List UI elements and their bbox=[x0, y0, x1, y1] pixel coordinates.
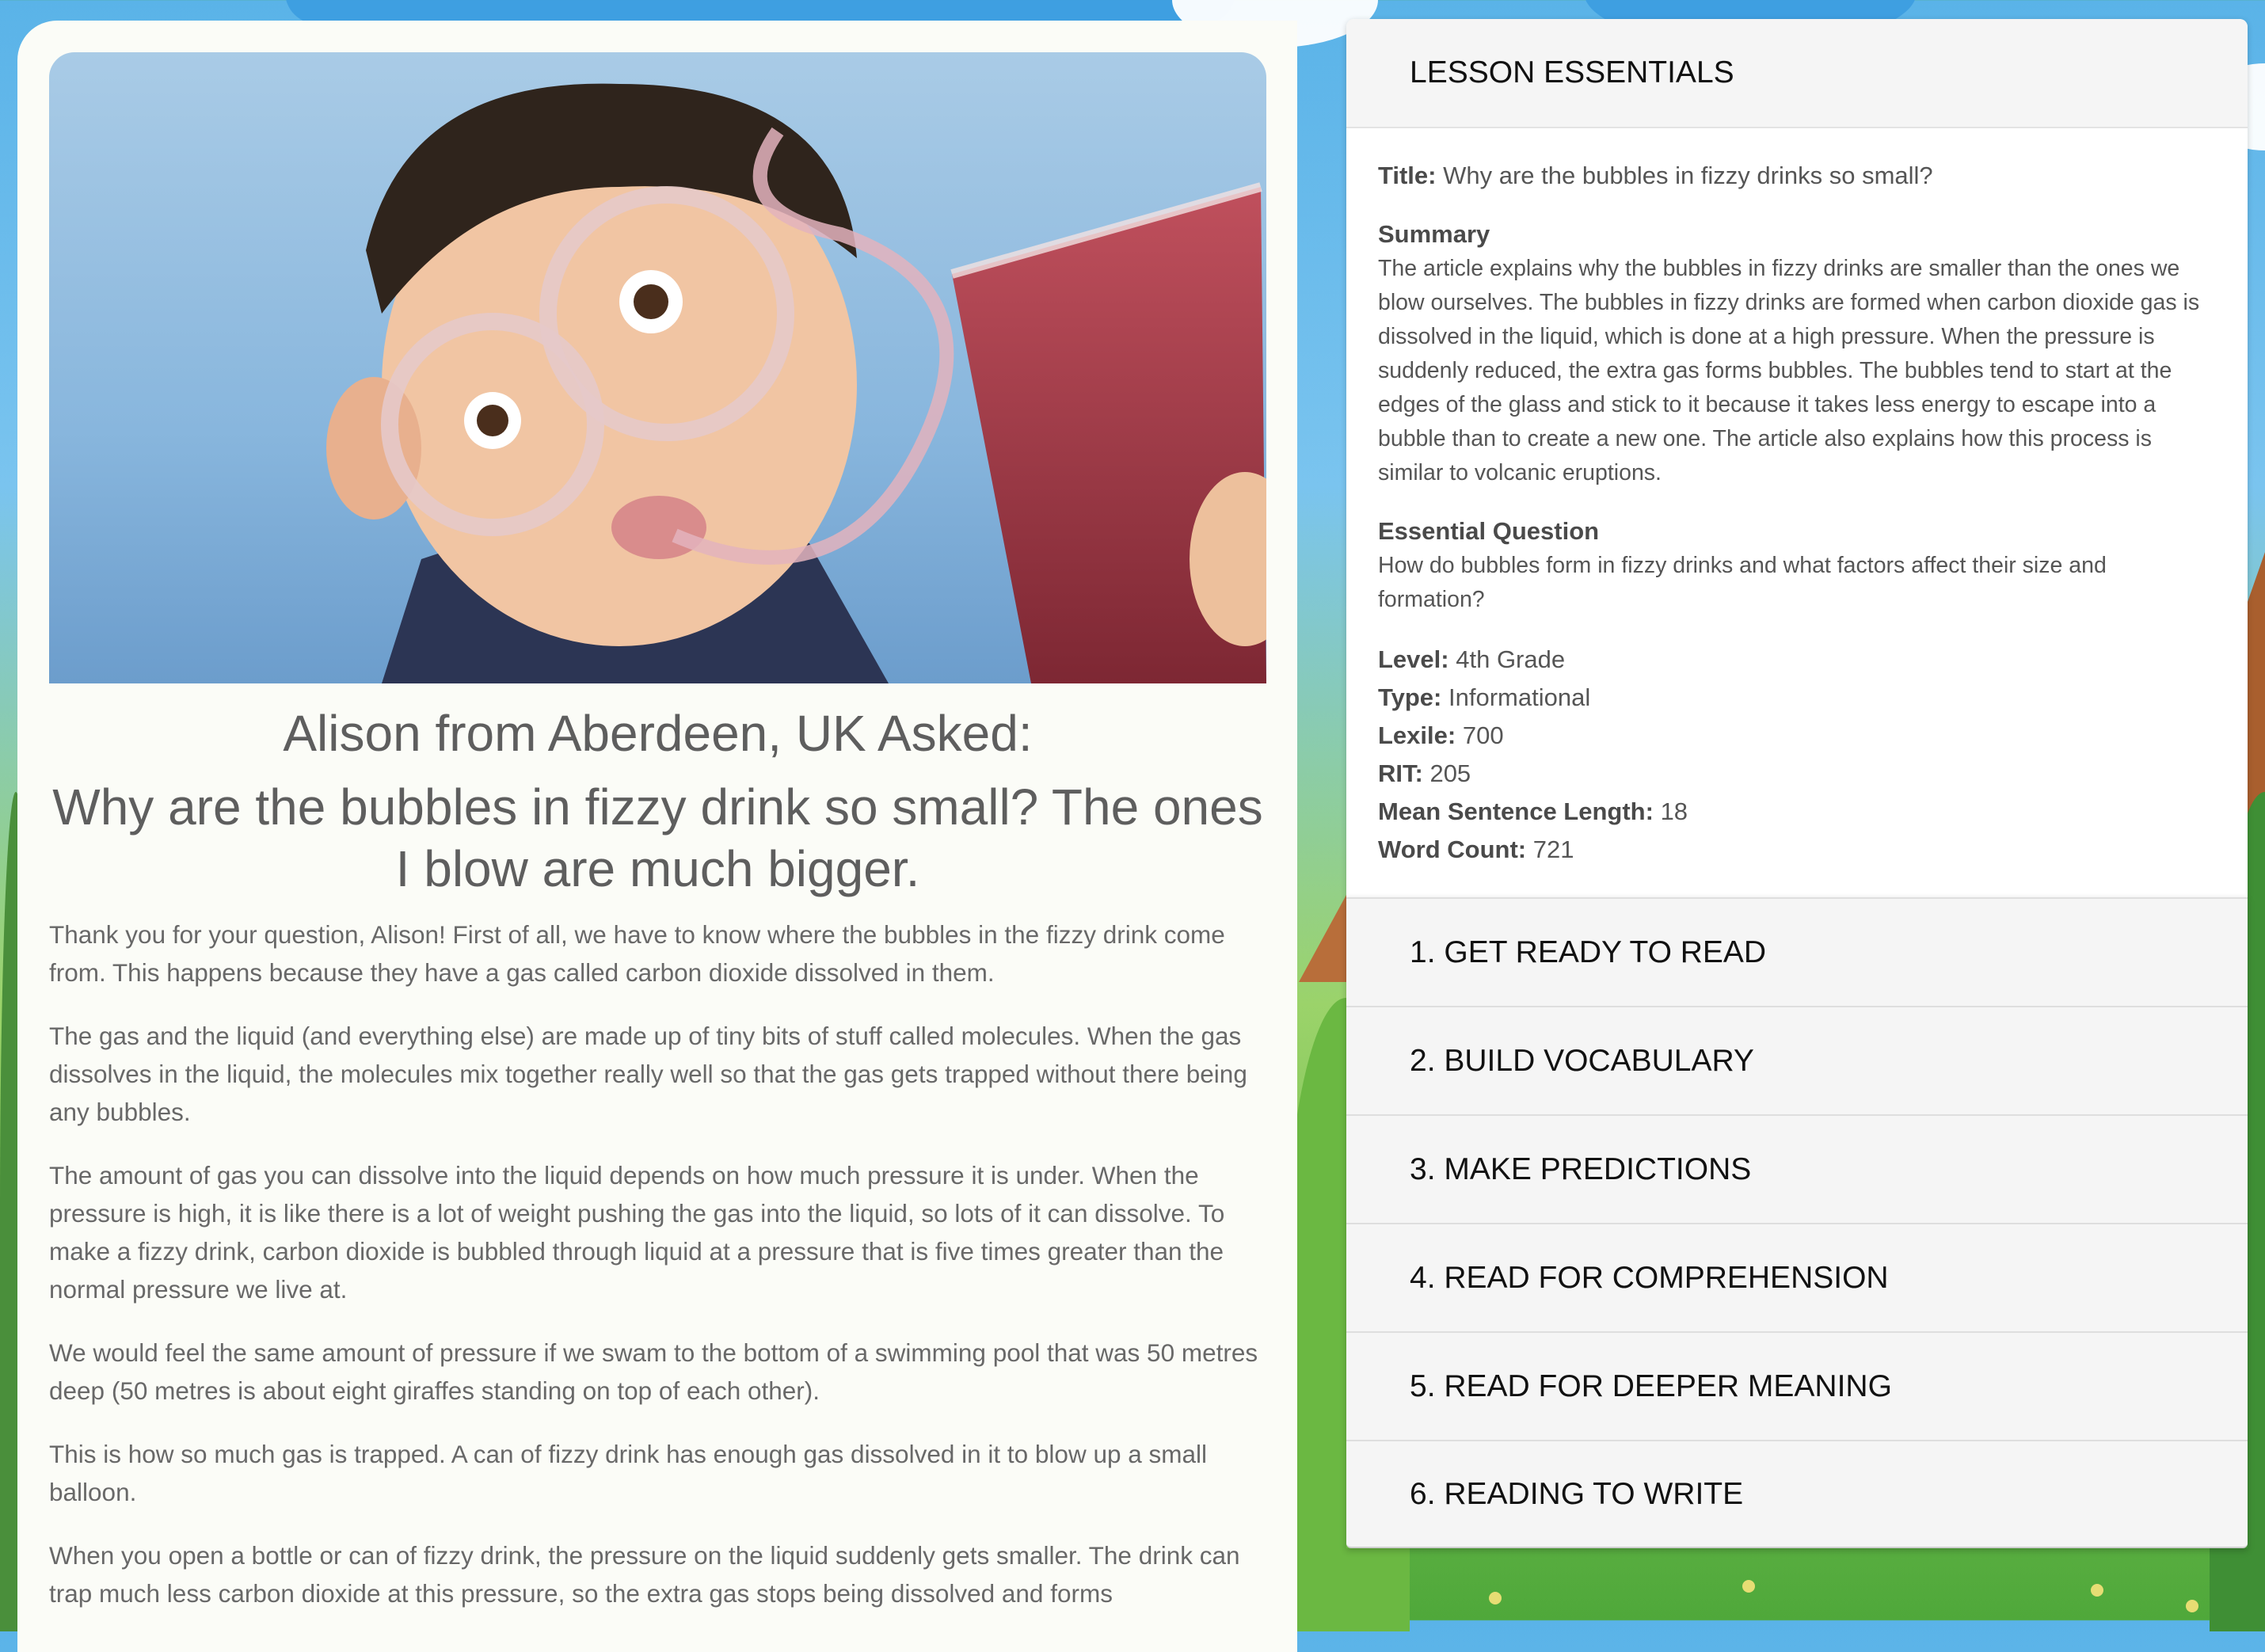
stat-value: Informational bbox=[1448, 683, 1591, 711]
article-body bbox=[49, 702, 1266, 1638]
summary-label: Summary bbox=[1378, 220, 1490, 248]
stat-label: Level: bbox=[1378, 645, 1449, 673]
stat-value: 721 bbox=[1532, 836, 1574, 863]
step-build-vocabulary[interactable]: 2. BUILD VOCABULARY bbox=[1346, 1006, 2248, 1114]
lesson-title-value: Why are the bubbles in fizzy drinks so small? bbox=[1443, 162, 1933, 189]
background-sparkle bbox=[2186, 1600, 2198, 1612]
stat-label: Lexile: bbox=[1378, 721, 1456, 749]
step-read-for-comprehension[interactable]: 4. READ FOR COMPREHENSION bbox=[1346, 1223, 2248, 1331]
background-sparkle bbox=[1742, 1580, 1755, 1593]
lesson-title-label: Title: bbox=[1378, 162, 1437, 189]
article-paragraph: The gas and the liquid (and everything else) are made up of tiny bits of stuff called molecules. When the gas dissolves in the liquid, the molecules mix together really well so that the gas gets trapped without there being any bubbles. bbox=[49, 1022, 1247, 1126]
stat-word-count bbox=[1378, 831, 2213, 869]
stat-value: 4th Grade bbox=[1456, 645, 1566, 673]
stat-value: 205 bbox=[1429, 759, 1471, 787]
article-card bbox=[17, 21, 1297, 1652]
stat-value: 700 bbox=[1462, 721, 1504, 749]
article-paragraph: The amount of gas you can dissolve into the liquid depends on how much pressure it is under. When the pressure is high, it is like there is a lot of weight pushing the gas into the liquid, so lots of it can dissolve. To make a fizzy drink, carbon dioxide is bubbled through liquid at a pressure that is five times greater than the normal pressure we live at. bbox=[49, 1161, 1225, 1304]
step-make-predictions[interactable]: 3. MAKE PREDICTIONS bbox=[1346, 1114, 2248, 1223]
stat-mean-sentence-length bbox=[1378, 793, 2213, 831]
essential-question-label: Essential Question bbox=[1378, 517, 1600, 545]
lesson-title-row bbox=[1378, 157, 2213, 195]
asker-heading: Alison from Aberdeen, UK Asked: bbox=[283, 705, 1033, 762]
background-sparkle bbox=[1489, 1592, 1502, 1604]
essential-question-text: How do bubbles form in fizzy drinks and what factors affect their size and formation? bbox=[1378, 553, 2107, 612]
stat-rit bbox=[1378, 755, 2213, 793]
stat-lexile bbox=[1378, 717, 2213, 755]
background-sparkle bbox=[2091, 1584, 2103, 1597]
step-get-ready-to-read[interactable]: 1. GET READY TO READ bbox=[1346, 897, 2248, 1006]
hero-illustration bbox=[49, 52, 1266, 683]
hero-image bbox=[49, 52, 1266, 683]
stat-label: Mean Sentence Length: bbox=[1378, 797, 1654, 825]
stat-label: RIT: bbox=[1378, 759, 1423, 787]
article-paragraph: When you open a bottle or can of fizzy drink, the pressure on the liquid suddenly gets smaller. The drink can trap much less carbon dioxide at this pressure, so the extra gas stops being dissolved and forms bbox=[49, 1541, 1240, 1608]
step-read-for-deeper-meaning[interactable]: 5. READ FOR DEEPER MEANING bbox=[1346, 1331, 2248, 1440]
lesson-steps bbox=[1346, 897, 2248, 1548]
question-heading: Why are the bubbles in fizzy drink so small? The ones I blow are much bigger. bbox=[52, 778, 1263, 897]
article-paragraph: This is how so much gas is trapped. A can of fizzy drink has enough gas dissolved in it to blow up a small balloon. bbox=[49, 1440, 1208, 1506]
stat-label: Word Count: bbox=[1378, 836, 1527, 863]
article-paragraph: Thank you for your question, Alison! First of all, we have to know where the bubbles in the fizzy drink come from. This happens because they have a gas called carbon dioxide dissolved in them. bbox=[49, 920, 1225, 987]
lesson-essentials-header[interactable]: LESSON ESSENTIALS bbox=[1346, 19, 2248, 128]
stat-value: 18 bbox=[1660, 797, 1688, 825]
stat-type bbox=[1378, 679, 2213, 717]
lesson-sidebar bbox=[1346, 19, 2248, 1548]
step-reading-to-write[interactable]: 6. READING TO WRITE bbox=[1346, 1440, 2248, 1548]
lesson-essentials-panel bbox=[1346, 19, 2248, 897]
summary-text: The article explains why the bubbles in fizzy drinks are smaller than the ones we blow ourselves. The bubbles in fizzy drinks are formed when carbon dioxide gas is dissolved in the liquid, which is done at a high pressure. When the pressure is suddenly reduced, the extra gas forms bubbles. The bubbles tend to start at the edges of the glass and stick to it because it takes less energy to escape into a bubble than to create a new one. The article also explains how this process is similar to volcanic eruptions. bbox=[1378, 256, 2200, 485]
stat-level bbox=[1378, 641, 2213, 679]
lesson-essentials-body bbox=[1346, 128, 2248, 897]
article-paragraph: We would feel the same amount of pressure if we swam to the bottom of a swimming pool that was 50 metres deep (50 metres is about eight giraffes standing on top of each other). bbox=[49, 1338, 1258, 1405]
stat-label: Type: bbox=[1378, 683, 1442, 711]
